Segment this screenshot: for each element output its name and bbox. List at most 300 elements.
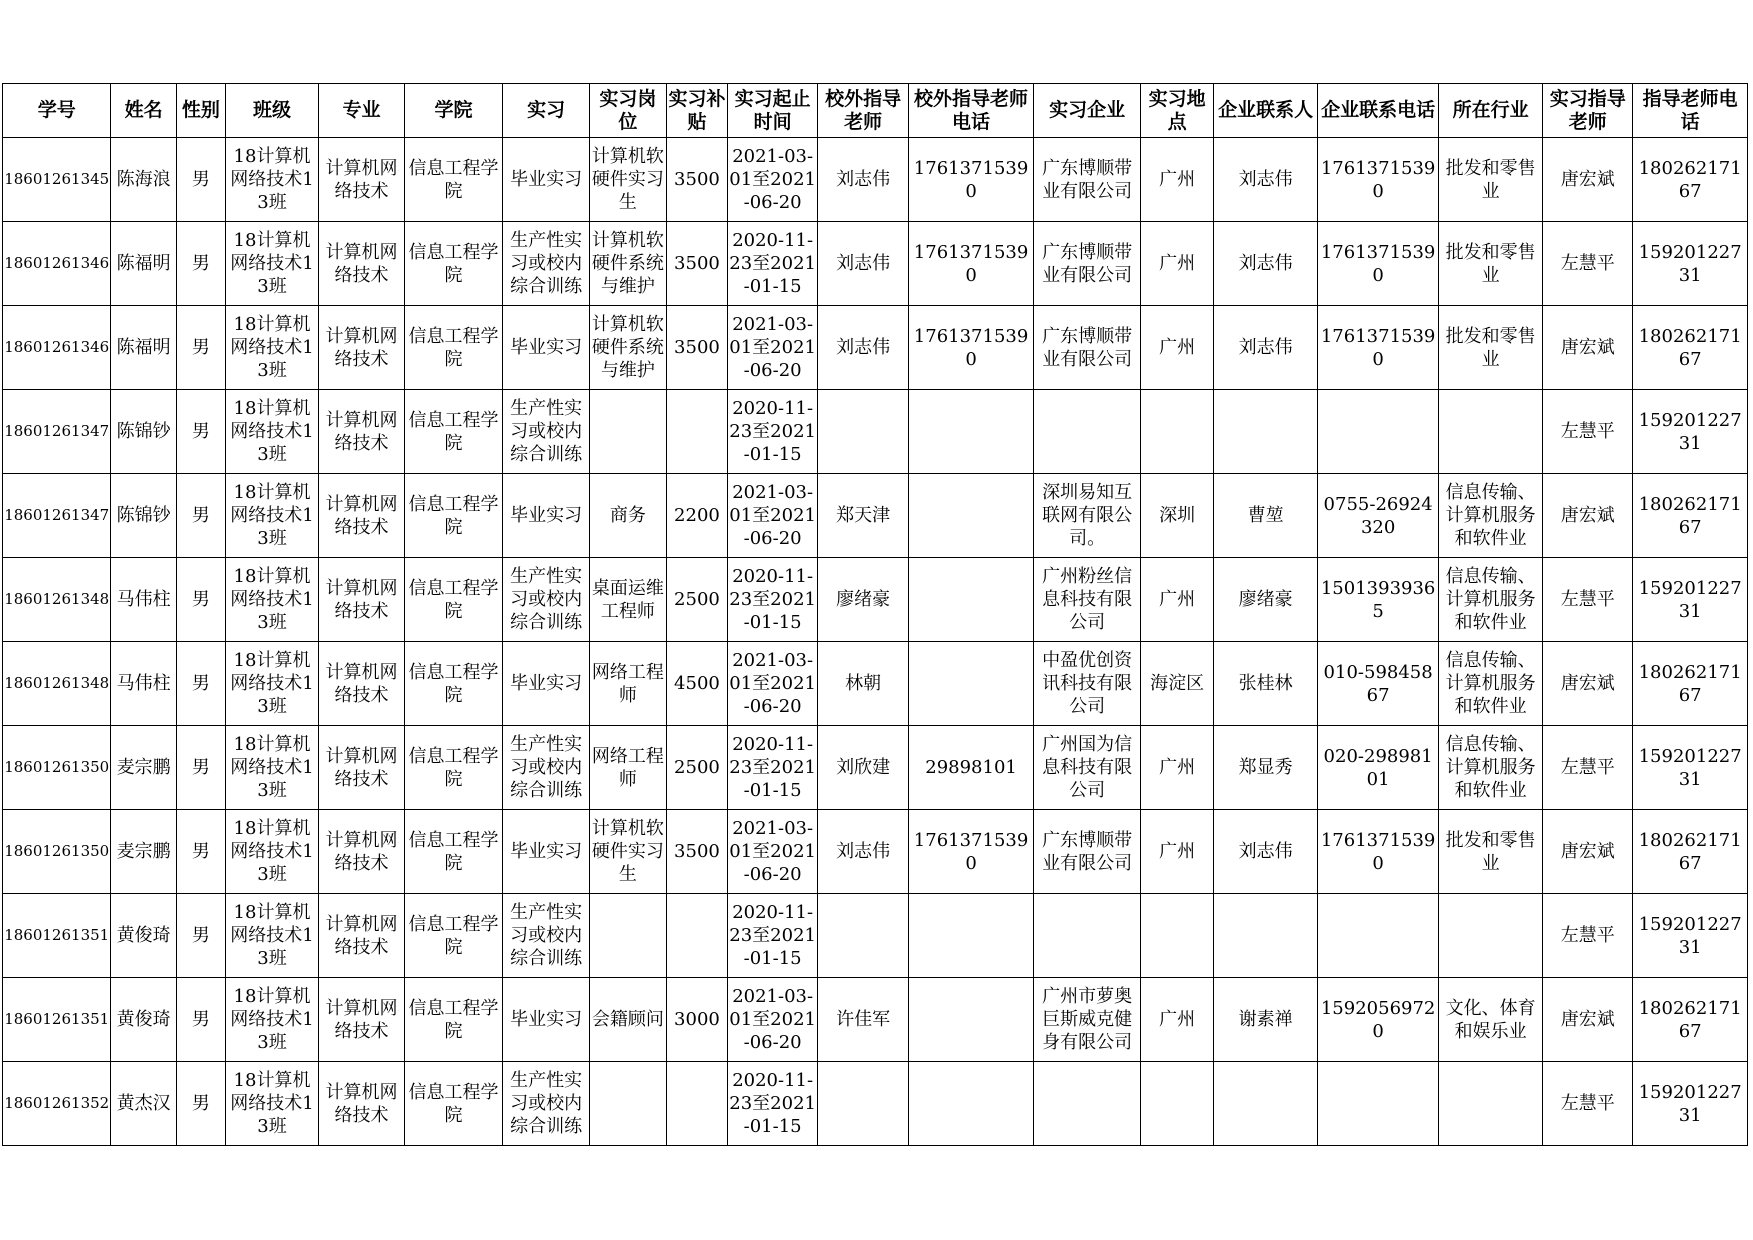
table-cell: [225, 474, 318, 558]
table-cell: [319, 642, 405, 726]
table-cell: [818, 978, 909, 1062]
cell-text: 010-59845867: [1323, 661, 1433, 706]
table-cell: [1141, 138, 1214, 222]
cell-text: 15920122731: [1638, 577, 1742, 622]
cell-text: 信息工程学院: [408, 661, 499, 706]
cell-text: 男: [191, 589, 210, 610]
table-cell: [666, 306, 727, 390]
table-cell: [1141, 726, 1214, 810]
table-cell: [3, 138, 111, 222]
cell-text: 张桂林: [1238, 673, 1293, 694]
cell-text: 计算机软硬件系统与维护: [591, 230, 664, 297]
table-cell: [1213, 894, 1317, 978]
table-row: [3, 894, 1748, 978]
cell-text: 刘志伟: [836, 253, 891, 274]
table-cell: [1141, 642, 1214, 726]
cell-text: 广州市萝奥巨斯威克健身有限公司: [1042, 986, 1133, 1053]
table-cell: [1438, 810, 1542, 894]
table-cell: [1141, 1062, 1214, 1146]
cell-text: 黄杰汉: [116, 1093, 171, 1114]
cell-text: 2020-11-23至2021-01-15: [729, 566, 816, 633]
table-cell: [590, 222, 667, 306]
cell-text: 18026217167: [1638, 997, 1742, 1042]
table-row: [3, 390, 1748, 474]
cell-text: 陈锦钞: [116, 505, 171, 526]
table-cell: [1213, 306, 1317, 390]
table-cell: [319, 726, 405, 810]
column-header: 学院: [404, 84, 502, 138]
cell-text: 17613715390: [913, 829, 1029, 874]
table-cell: [1213, 558, 1317, 642]
table-body: [3, 138, 1748, 1146]
table-cell: [1543, 894, 1633, 978]
table-cell: [3, 726, 111, 810]
table-cell: [909, 894, 1034, 978]
table-cell: [404, 1062, 502, 1146]
cell-text: 15920122731: [1638, 913, 1742, 958]
table-cell: [3, 558, 111, 642]
table-cell: [818, 810, 909, 894]
table-cell: [666, 474, 727, 558]
table-cell: [666, 138, 727, 222]
cell-text: 17613715390: [1320, 241, 1436, 286]
cell-text: 马伟柱: [116, 589, 171, 610]
column-header: 学号: [3, 84, 111, 138]
table-cell: [1213, 726, 1317, 810]
cell-text: 2021-03-01至2021-06-20: [729, 818, 816, 885]
cell-text: 深圳易知互联网有限公司。: [1042, 482, 1133, 549]
table-cell: [176, 306, 225, 390]
table-cell: [1543, 1062, 1633, 1146]
table-cell: [1438, 978, 1542, 1062]
cell-text: 商务: [609, 505, 646, 526]
cell-text: 深圳: [1159, 505, 1196, 526]
cell-text: 广州: [1159, 757, 1196, 778]
table-cell: [176, 138, 225, 222]
table-cell: [909, 138, 1034, 222]
cell-text: 郑显秀: [1238, 757, 1293, 778]
table-cell: [111, 894, 176, 978]
cell-text: 信息传输、计算机服务和软件业: [1445, 482, 1536, 549]
cell-text: 男: [191, 1093, 210, 1114]
cell-text: 广东博顺带业有限公司: [1042, 157, 1133, 202]
cell-text: 17613715390: [1320, 325, 1436, 370]
cell-text: 020-29898101: [1323, 745, 1433, 790]
cell-text: 批发和零售业: [1445, 325, 1536, 370]
table-cell: [1318, 1062, 1439, 1146]
table-cell: [1438, 894, 1542, 978]
cell-text: 3000: [674, 1009, 720, 1030]
table-cell: [666, 810, 727, 894]
table-cell: [909, 222, 1034, 306]
column-header: 校外指导老师电话: [909, 84, 1034, 138]
table-row: [3, 1062, 1748, 1146]
cell-text: 15920569720: [1320, 997, 1436, 1042]
cell-text: 唐宏斌: [1560, 673, 1615, 694]
table-cell: [225, 306, 318, 390]
cell-text: 17613715390: [1320, 829, 1436, 874]
cell-text: 18计算机网络技术13班: [230, 314, 314, 381]
cell-text: 2021-03-01至2021-06-20: [729, 314, 816, 381]
cell-text: 林朝: [845, 673, 882, 694]
header-row: [3, 84, 1748, 138]
cell-text: 生产性实习或校内综合训练: [510, 902, 583, 969]
cell-text: 信息工程学院: [408, 997, 499, 1042]
table-cell: [111, 306, 176, 390]
cell-text: 刘欣建: [836, 757, 891, 778]
table-cell: [503, 642, 590, 726]
table-cell: [666, 222, 727, 306]
table-cell: [3, 894, 111, 978]
table-row: [3, 642, 1748, 726]
cell-text: 男: [191, 505, 210, 526]
cell-text: 生产性实习或校内综合训练: [510, 566, 583, 633]
table-cell: [176, 474, 225, 558]
table-cell: [1318, 474, 1439, 558]
cell-text: 廖绪豪: [836, 589, 891, 610]
cell-text: 18601261348: [4, 590, 110, 608]
cell-text: 信息工程学院: [408, 241, 499, 286]
cell-text: 批发和零售业: [1445, 241, 1536, 286]
table-cell: [1543, 138, 1633, 222]
cell-text: 18026217167: [1638, 829, 1742, 874]
table-cell: [728, 390, 818, 474]
table-row: [3, 726, 1748, 810]
internship-table-sheet: [2, 83, 1748, 1146]
column-header: 实习企业: [1033, 84, 1140, 138]
cell-text: 计算机网络技术: [325, 745, 398, 790]
column-header: 班级: [225, 84, 318, 138]
cell-text: 广州: [1159, 589, 1196, 610]
cell-text: 计算机网络技术: [325, 1081, 398, 1126]
cell-text: 广州粉丝信息科技有限公司: [1042, 566, 1133, 633]
table-cell: [1438, 138, 1542, 222]
cell-text: 4500: [674, 673, 720, 694]
table-cell: [404, 894, 502, 978]
table-cell: [111, 810, 176, 894]
table-cell: [1633, 222, 1748, 306]
cell-text: 男: [191, 253, 210, 274]
table-cell: [1213, 138, 1317, 222]
table-cell: [1213, 642, 1317, 726]
column-header: 性别: [176, 84, 225, 138]
table-cell: [1033, 978, 1140, 1062]
cell-text: 18601261352: [4, 1094, 110, 1112]
table-cell: [909, 810, 1034, 894]
table-row: [3, 306, 1748, 390]
table-cell: [176, 222, 225, 306]
table-cell: [176, 978, 225, 1062]
table-cell: [1318, 558, 1439, 642]
table-cell: [1033, 474, 1140, 558]
table-cell: [1543, 222, 1633, 306]
cell-text: 生产性实习或校内综合训练: [510, 734, 583, 801]
cell-text: 2021-03-01至2021-06-20: [729, 482, 816, 549]
cell-text: 陈福明: [116, 253, 171, 274]
cell-text: 2021-03-01至2021-06-20: [729, 146, 816, 213]
table-cell: [404, 726, 502, 810]
table-cell: [1141, 390, 1214, 474]
cell-text: 29898101: [925, 757, 1017, 778]
table-cell: [1033, 642, 1140, 726]
table-cell: [503, 306, 590, 390]
table-cell: [1438, 474, 1542, 558]
table-cell: [404, 390, 502, 474]
table-cell: [1213, 390, 1317, 474]
table-cell: [1318, 390, 1439, 474]
cell-text: 18计算机网络技术13班: [230, 566, 314, 633]
table-cell: [1438, 726, 1542, 810]
cell-text: 18601261348: [4, 674, 110, 692]
table-cell: [503, 558, 590, 642]
table-cell: [404, 978, 502, 1062]
cell-text: 计算机网络技术: [325, 409, 398, 454]
cell-text: 刘志伟: [836, 841, 891, 862]
table-row: [3, 978, 1748, 1062]
cell-text: 广州: [1159, 841, 1196, 862]
cell-text: 网络工程师: [591, 745, 664, 790]
table-cell: [1438, 558, 1542, 642]
cell-text: 男: [191, 169, 210, 190]
table-cell: [1633, 894, 1748, 978]
cell-text: 左慧平: [1560, 589, 1615, 610]
cell-text: 2020-11-23至2021-01-15: [729, 1070, 816, 1137]
cell-text: 马伟柱: [116, 673, 171, 694]
table-cell: [1633, 1062, 1748, 1146]
table-cell: [111, 642, 176, 726]
cell-text: 广州: [1159, 337, 1196, 358]
table-cell: [1318, 138, 1439, 222]
cell-text: 刘志伟: [1238, 337, 1293, 358]
cell-text: 刘志伟: [1238, 841, 1293, 862]
cell-text: 生产性实习或校内综合训练: [510, 230, 583, 297]
table-cell: [503, 138, 590, 222]
cell-text: 刘志伟: [836, 337, 891, 358]
cell-text: 麦宗鹏: [116, 757, 171, 778]
cell-text: 唐宏斌: [1560, 1009, 1615, 1030]
cell-text: 郑天津: [836, 505, 891, 526]
cell-text: 唐宏斌: [1560, 841, 1615, 862]
cell-text: 毕业实习: [510, 841, 583, 862]
cell-text: 左慧平: [1560, 757, 1615, 778]
table-cell: [1318, 642, 1439, 726]
table-cell: [1141, 558, 1214, 642]
table-cell: [728, 726, 818, 810]
table-cell: [590, 726, 667, 810]
table-cell: [1438, 222, 1542, 306]
table-cell: [909, 642, 1034, 726]
table-cell: [503, 1062, 590, 1146]
table-cell: [1033, 390, 1140, 474]
table-cell: [3, 390, 111, 474]
table-cell: [1213, 978, 1317, 1062]
table-cell: [319, 894, 405, 978]
cell-text: 信息传输、计算机服务和软件业: [1445, 650, 1536, 717]
cell-text: 计算机网络技术: [325, 325, 398, 370]
cell-text: 信息工程学院: [408, 493, 499, 538]
table-cell: [176, 894, 225, 978]
table-cell: [3, 810, 111, 894]
table-cell: [728, 810, 818, 894]
table-cell: [818, 726, 909, 810]
table-cell: [3, 642, 111, 726]
cell-text: 信息工程学院: [408, 409, 499, 454]
table-cell: [1543, 390, 1633, 474]
table-cell: [1213, 810, 1317, 894]
table-cell: [404, 642, 502, 726]
table-cell: [111, 474, 176, 558]
cell-text: 男: [191, 421, 210, 442]
table-cell: [319, 222, 405, 306]
cell-text: 18计算机网络技术13班: [230, 230, 314, 297]
cell-text: 会籍顾问: [591, 1009, 664, 1030]
cell-text: 18601261351: [4, 1010, 110, 1028]
column-header: 校外指导老师: [818, 84, 909, 138]
table-cell: [590, 1062, 667, 1146]
cell-text: 18计算机网络技术13班: [230, 902, 314, 969]
cell-text: 中盈优创资讯科技有限公司: [1042, 650, 1133, 717]
table-cell: [111, 558, 176, 642]
cell-text: 计算机网络技术: [325, 997, 398, 1042]
cell-text: 3500: [674, 169, 720, 190]
table-cell: [1141, 222, 1214, 306]
table-cell: [176, 642, 225, 726]
cell-text: 唐宏斌: [1560, 337, 1615, 358]
cell-text: 18601261350: [4, 842, 110, 860]
column-header: 实习岗位: [590, 84, 667, 138]
cell-text: 男: [191, 1009, 210, 1030]
table-cell: [1318, 306, 1439, 390]
table-cell: [666, 894, 727, 978]
cell-text: 左慧平: [1560, 253, 1615, 274]
cell-text: 18601261347: [4, 506, 110, 524]
table-cell: [319, 390, 405, 474]
cell-text: 15920122731: [1638, 241, 1742, 286]
table-cell: [1033, 894, 1140, 978]
table-cell: [225, 978, 318, 1062]
cell-text: 男: [191, 337, 210, 358]
table-cell: [1438, 306, 1542, 390]
table-cell: [1543, 306, 1633, 390]
table-cell: [1318, 978, 1439, 1062]
table-cell: [319, 138, 405, 222]
cell-text: 信息工程学院: [408, 157, 499, 202]
cell-text: 广州: [1159, 169, 1196, 190]
table-cell: [503, 222, 590, 306]
cell-text: 许佳军: [836, 1009, 891, 1030]
cell-text: 计算机网络技术: [325, 493, 398, 538]
table-cell: [225, 642, 318, 726]
table-cell: [1543, 642, 1633, 726]
table-cell: [3, 474, 111, 558]
table-cell: [176, 810, 225, 894]
column-header: 专业: [319, 84, 405, 138]
table-cell: [909, 306, 1034, 390]
table-cell: [728, 558, 818, 642]
table-cell: [1318, 894, 1439, 978]
cell-text: 谢素禅: [1238, 1009, 1293, 1030]
cell-text: 左慧平: [1560, 421, 1615, 442]
table-cell: [404, 222, 502, 306]
table-cell: [1543, 978, 1633, 1062]
table-cell: [728, 306, 818, 390]
cell-text: 信息工程学院: [408, 829, 499, 874]
table-cell: [1543, 558, 1633, 642]
table-cell: [590, 810, 667, 894]
cell-text: 陈福明: [116, 337, 171, 358]
cell-text: 17613715390: [913, 241, 1029, 286]
cell-text: 刘志伟: [1238, 253, 1293, 274]
table-row: [3, 138, 1748, 222]
table-cell: [1438, 642, 1542, 726]
table-cell: [111, 390, 176, 474]
table-cell: [590, 642, 667, 726]
table-row: [3, 810, 1748, 894]
cell-text: 15920122731: [1638, 745, 1742, 790]
table-cell: [111, 726, 176, 810]
cell-text: 毕业实习: [510, 505, 583, 526]
cell-text: 广东博顺带业有限公司: [1042, 829, 1133, 874]
table-row: [3, 558, 1748, 642]
table-cell: [909, 558, 1034, 642]
table-cell: [590, 558, 667, 642]
cell-text: 计算机网络技术: [325, 829, 398, 874]
cell-text: 批发和零售业: [1445, 157, 1536, 202]
cell-text: 3500: [674, 841, 720, 862]
table-cell: [1318, 810, 1439, 894]
cell-text: 15920122731: [1638, 409, 1742, 454]
cell-text: 广州: [1159, 1009, 1196, 1030]
table-cell: [1141, 474, 1214, 558]
cell-text: 2020-11-23至2021-01-15: [729, 734, 816, 801]
cell-text: 计算机网络技术: [325, 913, 398, 958]
table-cell: [225, 810, 318, 894]
cell-text: 毕业实习: [510, 169, 583, 190]
cell-text: 18026217167: [1638, 157, 1742, 202]
cell-text: 18计算机网络技术13班: [230, 146, 314, 213]
cell-text: 海淀区: [1150, 673, 1205, 694]
cell-text: 曹堃: [1247, 505, 1284, 526]
table-cell: [728, 894, 818, 978]
cell-text: 毕业实习: [510, 1009, 583, 1030]
cell-text: 18026217167: [1638, 661, 1742, 706]
cell-text: 陈锦钞: [116, 421, 171, 442]
table-cell: [404, 474, 502, 558]
table-cell: [1633, 810, 1748, 894]
table-cell: [3, 306, 111, 390]
cell-text: 18601261346: [4, 338, 110, 356]
table-cell: [818, 1062, 909, 1146]
table-cell: [1438, 390, 1542, 474]
table-cell: [503, 978, 590, 1062]
cell-text: 18601261351: [4, 926, 110, 944]
cell-text: 男: [191, 673, 210, 694]
table-cell: [1033, 810, 1140, 894]
column-header: 实习起止时间: [728, 84, 818, 138]
column-header: 实习补贴: [666, 84, 727, 138]
table-cell: [176, 726, 225, 810]
table-cell: [590, 390, 667, 474]
table-cell: [590, 474, 667, 558]
cell-text: 2020-11-23至2021-01-15: [729, 398, 816, 465]
table-cell: [728, 474, 818, 558]
table-cell: [176, 1062, 225, 1146]
table-cell: [111, 138, 176, 222]
cell-text: 2021-03-01至2021-06-20: [729, 986, 816, 1053]
cell-text: 15920122731: [1638, 1081, 1742, 1126]
cell-text: 18026217167: [1638, 493, 1742, 538]
cell-text: 信息工程学院: [408, 913, 499, 958]
